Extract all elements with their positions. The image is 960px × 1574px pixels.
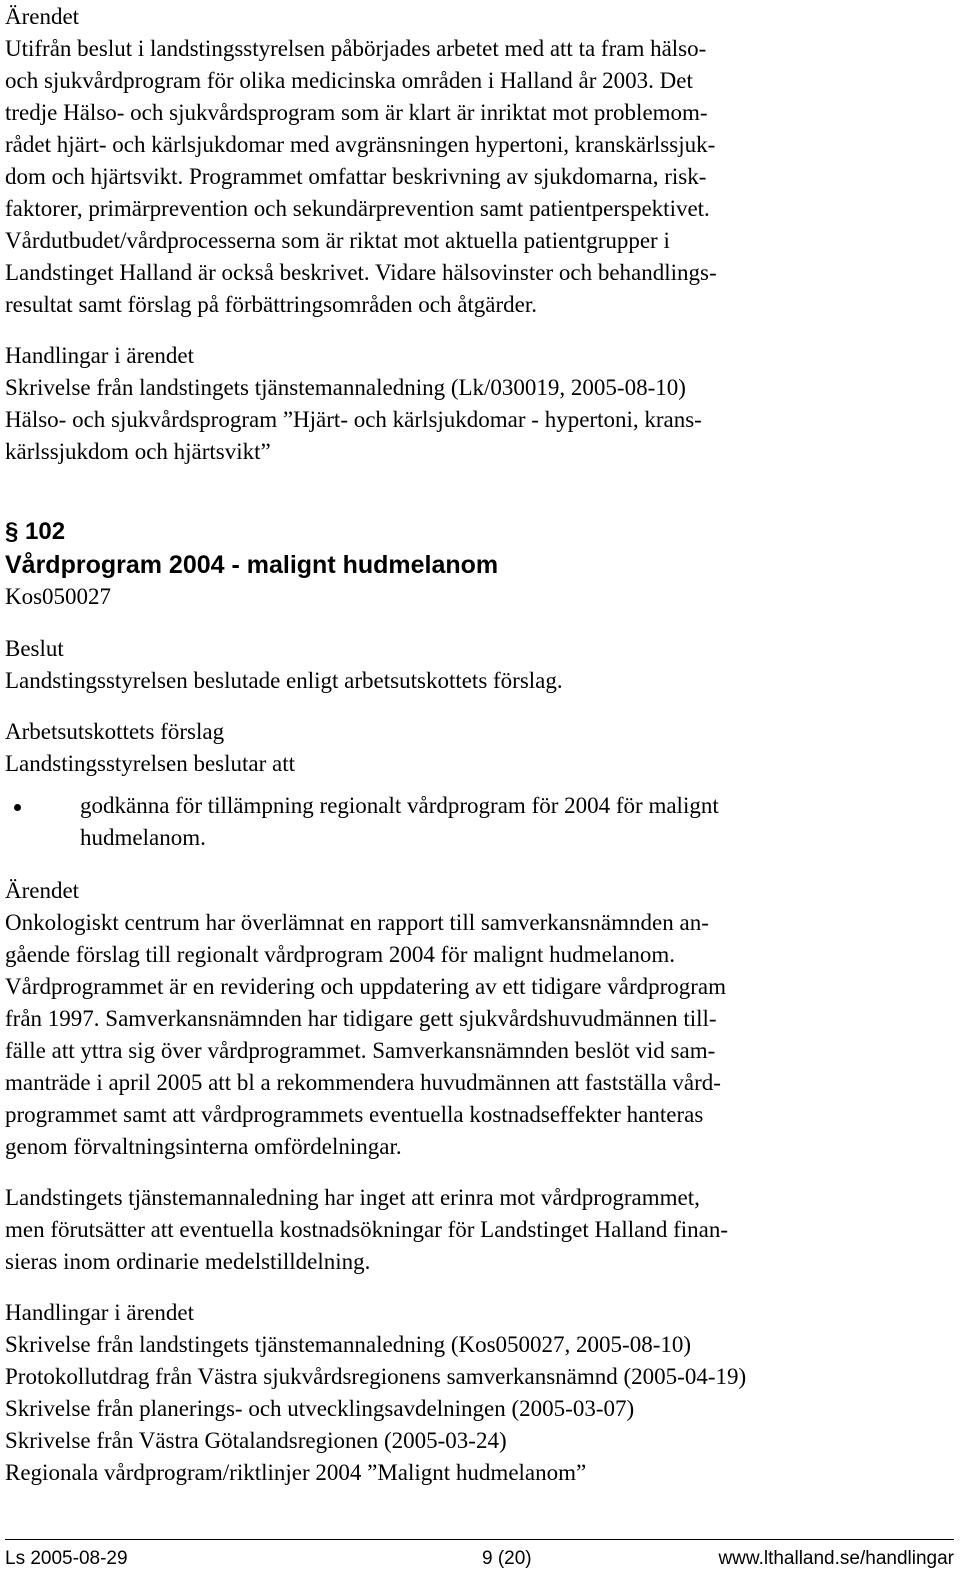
document-line: Skrivelse från landstingets tjänstemannaledning (Lk/030019, 2005-08-10) <box>5 375 686 400</box>
paragraph-header <box>5 517 954 547</box>
text-line: från 1997. Samverkansnämnden har tidigare gett sjukvårdshuvudmännen till- <box>5 1006 717 1031</box>
text-line: gående förslag till regionalt vårdprogram 2004 för malignt hudmelanom. <box>5 942 676 967</box>
page-footer <box>5 1539 954 1570</box>
section-arendet-2 <box>5 875 954 1163</box>
text-line: programmet samt att vårdprogrammets eventuella kostnadseffekter hanteras <box>5 1102 704 1127</box>
footer-date: Ls 2005-08-29 <box>5 1548 128 1569</box>
section-heading: Arbetsutskottets förslag <box>5 719 225 744</box>
section-handlingar-1 <box>5 340 954 468</box>
bullet-icon <box>14 804 21 811</box>
text-line: dom och hjärtsvikt. Programmet omfattar beskrivning av sjukdomarna, risk- <box>5 164 707 189</box>
footer-page-number: 9 (20) <box>482 1548 532 1569</box>
text-line: sieras inom ordinarie medelstilldelning. <box>5 1249 371 1274</box>
text-line: fälle att yttra sig över vårdprogrammet. Samverkansnämnden beslöt vid sam- <box>5 1038 716 1063</box>
proposal-bullet <box>5 790 954 854</box>
section-handlingar-2 <box>5 1297 954 1489</box>
text-line: och sjukvårdprogram för olika medicinska områden i Halland år 2003. Det <box>5 68 693 93</box>
text-line: Onkologiskt centrum har överlämnat en rapport till samverkansnämnden an- <box>5 910 709 935</box>
text-line: Vårdutbudet/vårdprocesserna som är riktat mot aktuella patientgrupper i <box>5 228 670 253</box>
section-arendet-2-paragraph-2 <box>5 1182 954 1278</box>
section-forslag <box>5 716 954 780</box>
document-line: Skrivelse från Västra Götalandsregionen (2005-03-24) <box>5 1428 507 1453</box>
section-heading: Handlingar i ärendet <box>5 1300 195 1325</box>
text-line: rådet hjärt- och kärlsjukdomar med avgränsningen hypertoni, kranskärlssjuk- <box>5 132 716 157</box>
paragraph-number: § 102 <box>5 518 66 545</box>
paragraph-title-block <box>5 549 954 613</box>
section-arendet-1 <box>5 1 954 321</box>
bullet-line: hudmelanom. <box>80 825 206 850</box>
section-heading: Ärendet <box>5 4 80 29</box>
text-line: manträde i april 2005 att bl a rekommendera huvudmännen att fastställa vård- <box>5 1070 721 1095</box>
text-line: Utifrån beslut i landstingsstyrelsen påbörjades arbetet med att ta fram hälso- <box>5 36 707 61</box>
case-code: Kos050027 <box>5 584 112 609</box>
section-beslut <box>5 633 954 697</box>
text-line: Landstinget Halland är också beskrivet. Vidare hälsovinster och behandlings- <box>5 260 717 285</box>
document-line: Skrivelse från planerings- och utvecklingsavdelningen (2005-03-07) <box>5 1396 635 1421</box>
text-line: men förutsätter att eventuella kostnadsökningar för Landstinget Halland finan- <box>5 1217 728 1242</box>
text-line: tredje Hälso- och sjukvårdsprogram som är klart är inriktat mot problemom- <box>5 100 708 125</box>
text-line: Vårdprogrammet är en revidering och uppdatering av ett tidigare vårdprogram <box>5 974 727 999</box>
paragraph-title: Vårdprogram 2004 - malignt hudmelanom <box>5 551 499 579</box>
document-line: Regionala vårdprogram/riktlinjer 2004 ”Malignt hudmelanom” <box>5 1460 587 1485</box>
document-line: Protokollutdrag från Västra sjukvårdsregionens samverkansnämnd (2005-04-19) <box>5 1364 747 1389</box>
text-line: genom förvaltningsinterna omfördelningar. <box>5 1134 402 1159</box>
section-heading: Ärendet <box>5 878 80 903</box>
document-line: kärlssjukdom och hjärtsvikt” <box>5 439 271 464</box>
document-line: Skrivelse från landstingets tjänstemannaledning (Kos050027, 2005-08-10) <box>5 1332 692 1357</box>
proposal-intro: Landstingsstyrelsen beslutar att <box>5 751 295 776</box>
section-heading: Handlingar i ärendet <box>5 343 195 368</box>
text-line: Landstingets tjänstemannaledning har inget att erinra mot vårdprogrammet, <box>5 1185 700 1210</box>
decision-text: Landstingsstyrelsen beslutade enligt arbetsutskottets förslag. <box>5 668 563 693</box>
document-line: Hälso- och sjukvårdsprogram ”Hjärt- och kärlsjukdomar - hypertoni, krans- <box>5 407 702 432</box>
bullet-line: godkänna för tillämpning regionalt vårdprogram för 2004 för malignt <box>80 793 719 818</box>
text-line: resultat samt förslag på förbättringsområden och åtgärder. <box>5 292 538 317</box>
footer-url: www.lthalland.se/handlingar <box>718 1548 954 1569</box>
text-line: faktorer, primärprevention och sekundärprevention samt patientperspektivet. <box>5 196 710 221</box>
section-heading: Beslut <box>5 636 64 661</box>
